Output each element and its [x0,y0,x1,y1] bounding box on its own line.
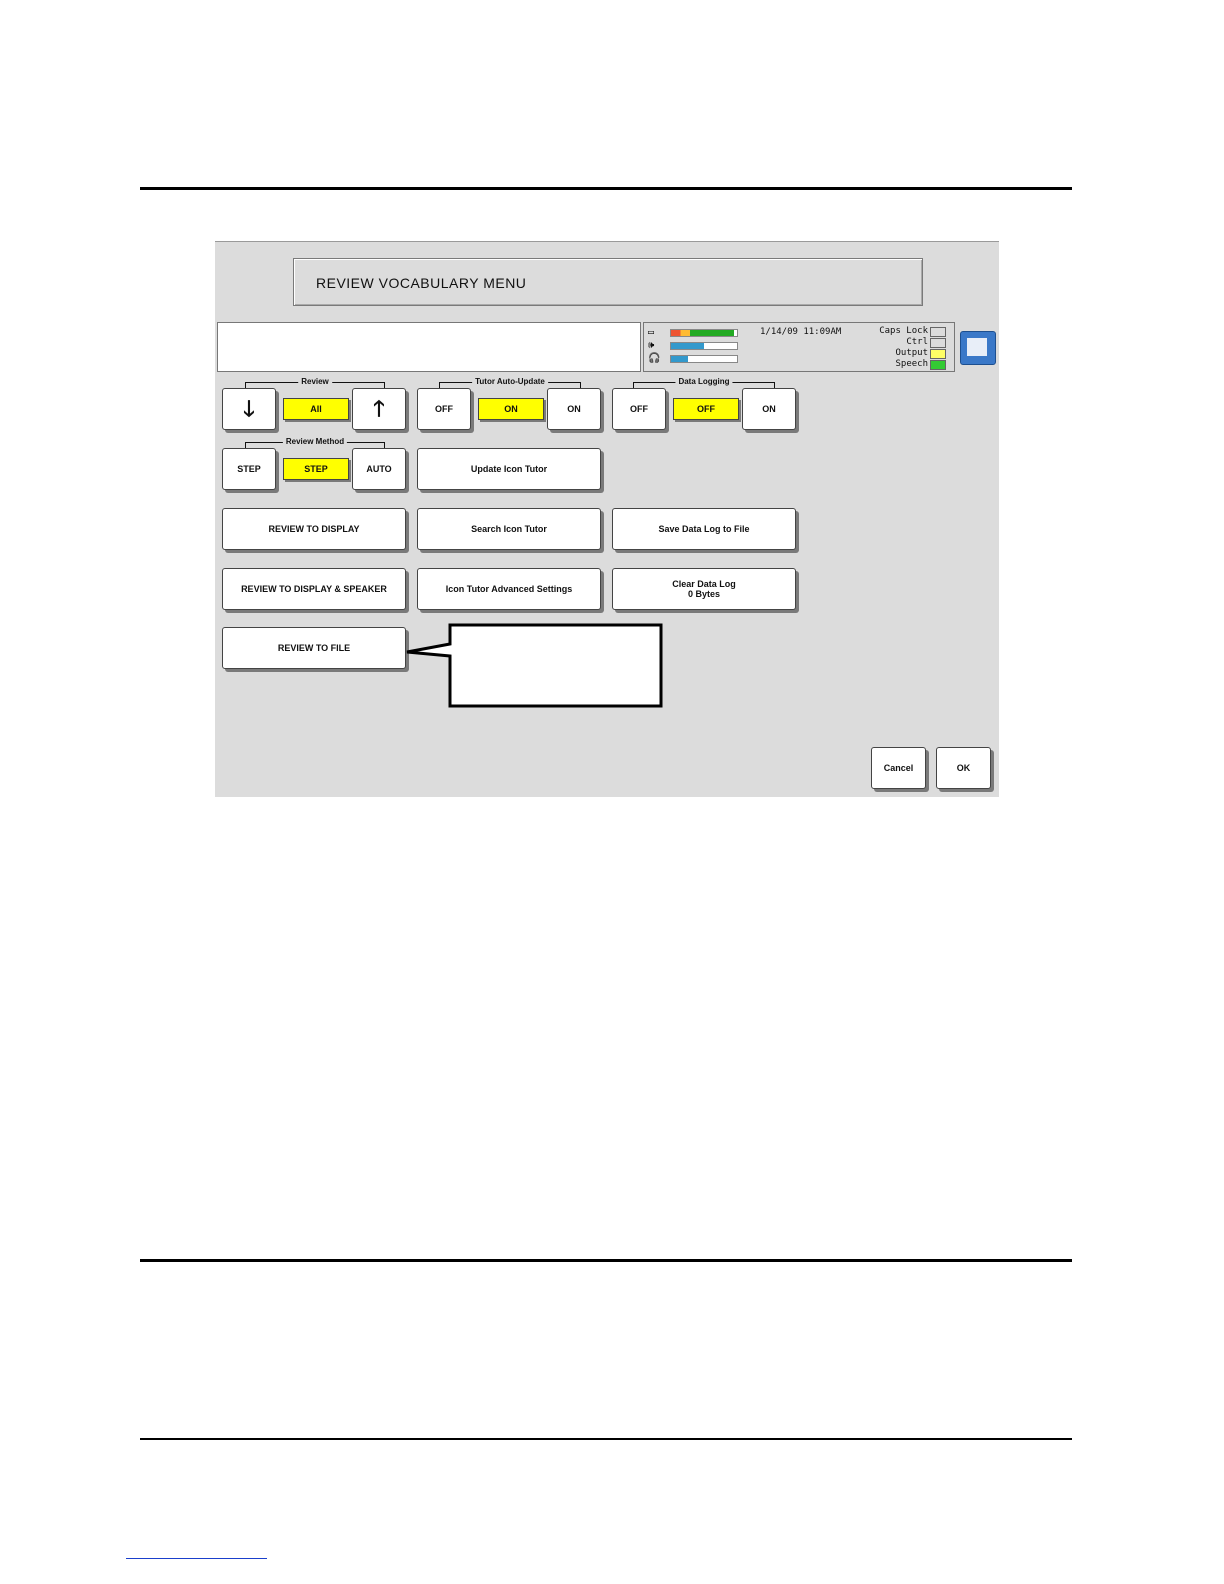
caps-lock-indicator [930,327,946,337]
review-value: All [283,398,349,420]
menu-title-box [293,258,923,306]
caps-lock-label: Caps Lock [879,326,928,336]
ok-button[interactable]: OK [936,747,991,789]
keyboard-settings-icon[interactable] [960,331,996,365]
ctrl-label: Ctrl [906,337,928,347]
ctrl-indicator [930,338,946,348]
message-display[interactable] [217,322,641,372]
battery-meter [670,329,738,337]
review-group-label: Review [298,377,332,386]
tutor-auto-update-on-button[interactable]: ON [547,388,601,430]
datetime-readout: 1/14/09 11:09AM [760,327,842,337]
review-method-label: Review Method [283,437,347,446]
review-down-button[interactable] [222,388,276,430]
review-to-display-speaker-button[interactable]: REVIEW TO DISPLAY & SPEAKER [222,568,406,610]
data-logging-off-button[interactable]: OFF [612,388,666,430]
battery-icon: ▭ [648,327,655,338]
review-vocabulary-screen [215,241,999,797]
tutor-auto-update-off-button[interactable]: OFF [417,388,471,430]
speech-indicator [930,360,946,370]
review-up-button[interactable] [352,388,406,430]
bottom-rule [140,1438,1072,1440]
save-data-log-button[interactable]: Save Data Log to File [612,508,796,550]
review-to-file-button[interactable]: REVIEW TO FILE [222,627,406,669]
menu-title: REVIEW VOCABULARY MENU [316,275,527,291]
clear-data-log-button[interactable]: Clear Data Log 0 Bytes [612,568,796,610]
arrow-up-icon: 🡑 [373,396,385,421]
review-method-auto-button[interactable]: AUTO [352,448,406,490]
review-to-display-button[interactable]: REVIEW TO DISPLAY [222,508,406,550]
search-icon-tutor-button[interactable]: Search Icon Tutor [417,508,601,550]
volume-meter [670,342,738,350]
callout-box [395,622,667,712]
output-indicator [930,349,946,359]
arrow-down-icon: 🡓 [243,396,255,421]
tutor-auto-update-value: ON [478,398,544,420]
data-logging-value: OFF [673,398,739,420]
footnote-rule [126,1558,267,1559]
tutor-auto-update-label: Tutor Auto-Update [472,377,548,386]
top-rule [140,187,1072,190]
data-logging-on-button[interactable]: ON [742,388,796,430]
icon-tutor-advanced-settings-button[interactable]: Icon Tutor Advanced Settings [417,568,601,610]
status-panel [643,322,955,372]
speaker-icon: 🕪 [648,340,655,351]
middle-rule [140,1259,1072,1262]
headphone-icon: 🎧 [648,353,661,364]
data-logging-label: Data Logging [675,377,732,386]
output-label: Output [895,348,928,358]
review-method-value: STEP [283,458,349,480]
update-icon-tutor-button[interactable]: Update Icon Tutor [417,448,601,490]
cancel-button[interactable]: Cancel [871,747,926,789]
headphone-meter [670,355,738,363]
review-method-step-button[interactable]: STEP [222,448,276,490]
speech-label: Speech [895,359,928,369]
